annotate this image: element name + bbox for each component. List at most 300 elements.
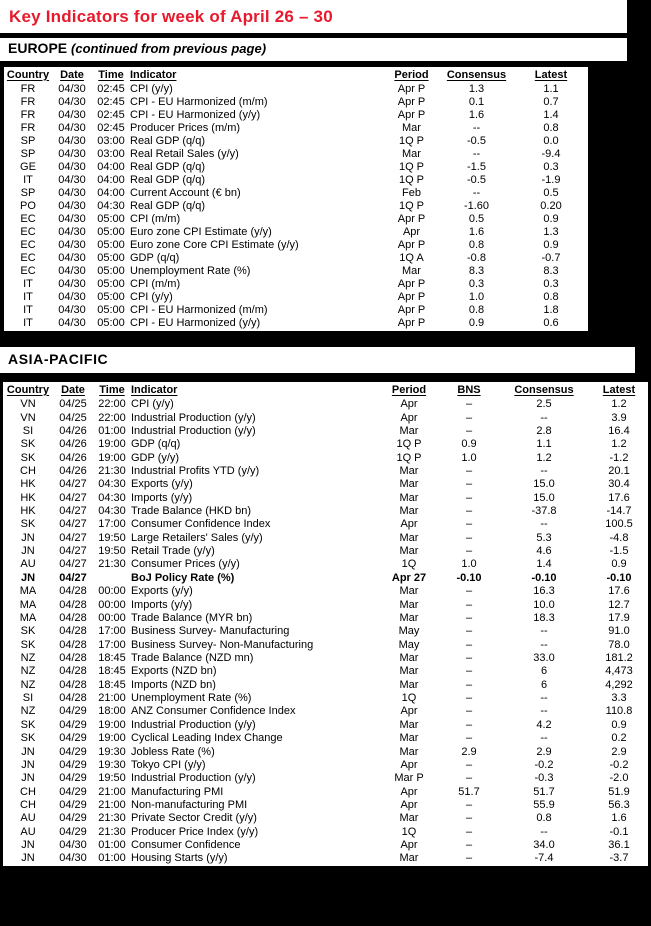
cell: Apr P	[397, 317, 426, 329]
cell: JN	[21, 545, 35, 558]
cell: 04/29	[59, 825, 87, 838]
cell: –	[465, 638, 473, 651]
cell: 04/30	[59, 839, 87, 852]
cell: 51.9	[608, 785, 630, 798]
cell: 04/28	[59, 625, 87, 638]
cell: SK	[20, 625, 36, 638]
cell: -0.7	[541, 252, 561, 264]
table-row	[3, 652, 648, 665]
column-header-consensus: Consensus	[446, 68, 507, 81]
cell: Mar	[402, 122, 421, 134]
cell: –	[465, 812, 473, 825]
cell: CPI - EU Harmonized (m/m)	[130, 304, 268, 316]
cell: 04:00	[97, 161, 125, 173]
cell: 04/30	[58, 278, 86, 290]
cell: 110.8	[605, 705, 633, 718]
cell: IT	[23, 291, 33, 303]
cell: 51.7	[533, 785, 555, 798]
cell: 04/26	[59, 464, 87, 477]
cell: 04/27	[59, 478, 87, 491]
cell: Trade Balance (HKD bn)	[131, 505, 252, 518]
cell: 04/28	[59, 692, 87, 705]
cell: Consumer Confidence Index	[131, 518, 271, 531]
cell: 02:45	[97, 96, 125, 108]
cell: FR	[20, 109, 36, 121]
cell: 10.0	[533, 598, 555, 611]
cell: –	[465, 545, 473, 558]
cell: 0.2	[611, 732, 627, 745]
column-header-bns: BNS	[457, 383, 481, 396]
cell: 1.6	[468, 109, 485, 121]
cell: 0.5	[543, 187, 559, 199]
cell: JN	[21, 745, 35, 758]
cell: 4.6	[536, 545, 552, 558]
table-row	[3, 411, 648, 424]
cell: Unemployment Rate (%)	[131, 692, 252, 705]
cell: -1.5	[467, 161, 486, 173]
cell: -1.60	[463, 200, 490, 212]
cell: 04/30	[58, 252, 86, 264]
table-row	[3, 772, 648, 785]
cell: –	[465, 678, 473, 691]
cell: 05:00	[97, 317, 125, 329]
cell: 1.0	[461, 451, 477, 464]
table-row	[3, 558, 648, 571]
cell: 21:00	[98, 798, 126, 811]
cell: -1.9	[541, 174, 561, 186]
cell: 15.0	[533, 478, 555, 491]
cell: –	[465, 758, 473, 771]
cell: -1.5	[609, 545, 629, 558]
column-header-time: Time	[98, 68, 124, 81]
asia-pacific-heading: ASIA-PACIFIC	[8, 351, 109, 367]
cell: 1.8	[543, 304, 559, 316]
column-header-period: Period	[391, 383, 427, 396]
table-row	[4, 252, 588, 265]
cell: AU	[20, 825, 36, 838]
table-row	[3, 785, 648, 798]
cell: 1Q A	[399, 252, 424, 264]
cell: -0.2	[609, 758, 629, 771]
cell: 04/27	[59, 571, 87, 584]
column-header-country: Country	[6, 383, 50, 396]
cell: 1.0	[468, 291, 485, 303]
asia-pacific-table-body	[3, 398, 648, 866]
cell: –	[465, 692, 473, 705]
cell: Mar	[399, 732, 419, 745]
cell: –	[465, 718, 473, 731]
cell: CH	[20, 785, 36, 798]
cell: Mar	[399, 545, 419, 558]
cell: Mar	[399, 424, 419, 437]
cell: -0.3	[534, 772, 554, 785]
cell: 21:30	[98, 825, 126, 838]
cell: IT	[23, 278, 33, 290]
cell: 0.9	[543, 213, 559, 225]
table-row	[4, 278, 588, 291]
cell: Trade Balance (MYR bn)	[131, 611, 253, 624]
cell: CPI - EU Harmonized (y/y)	[130, 109, 261, 121]
table-row	[4, 213, 588, 226]
cell: –	[465, 478, 473, 491]
cell: 12.7	[608, 598, 630, 611]
cell: SP	[20, 148, 36, 160]
cell: Apr P	[397, 278, 426, 290]
cell: -0.5	[467, 174, 486, 186]
cell: 04:30	[98, 478, 126, 491]
cell: 04/28	[59, 598, 87, 611]
cell: 02:45	[97, 109, 125, 121]
cell: GDP (q/q)	[131, 438, 181, 451]
cell: PO	[20, 200, 36, 212]
cell: Mar	[399, 718, 419, 731]
table-row	[3, 732, 648, 745]
cell: Producer Prices (m/m)	[130, 122, 241, 134]
cell: Business Survey- Non-Manufacturing	[131, 638, 314, 651]
cell: Real GDP (q/q)	[130, 161, 205, 173]
cell: Housing Starts (y/y)	[131, 852, 228, 865]
column-header-indicator: Indicator	[130, 68, 177, 81]
cell: NZ	[20, 665, 36, 678]
cell: 1Q	[401, 825, 417, 838]
cell: SK	[20, 732, 36, 745]
table-row	[4, 83, 588, 96]
cell: Apr P	[397, 304, 426, 316]
cell: 100.5	[605, 518, 633, 531]
cell: –	[465, 825, 473, 838]
table-row	[4, 109, 588, 122]
cell: -4.8	[609, 531, 629, 544]
cell: 1Q P	[398, 174, 425, 186]
column-header-consensus: Consensus	[514, 383, 574, 396]
cell: –	[465, 625, 473, 638]
table-row	[4, 291, 588, 304]
cell: Jobless Rate (%)	[131, 745, 215, 758]
cell: Private Sector Credit (y/y)	[131, 812, 257, 825]
cell: 0.8	[536, 812, 552, 825]
cell: -37.8	[531, 505, 557, 518]
table-row	[3, 638, 648, 651]
table-row	[3, 478, 648, 491]
cell: 04:30	[97, 200, 125, 212]
cell: 0.8	[468, 239, 485, 251]
cell: CPI (y/y)	[130, 291, 173, 303]
cell: 04/27	[59, 531, 87, 544]
cell: 04/30	[58, 83, 86, 95]
cell: -14.7	[606, 505, 632, 518]
cell: Mar	[402, 148, 421, 160]
table-row	[4, 148, 588, 161]
cell: CPI - EU Harmonized (m/m)	[130, 96, 268, 108]
cell: Imports (y/y)	[131, 598, 193, 611]
cell: CPI (y/y)	[131, 398, 174, 411]
cell: Exports (y/y)	[131, 585, 193, 598]
cell: 04/28	[59, 638, 87, 651]
cell: --	[472, 187, 481, 199]
cell: SI	[22, 692, 34, 705]
cell: MA	[19, 598, 37, 611]
asia-pacific-table-header	[3, 382, 648, 398]
cell: 18:45	[98, 652, 126, 664]
table-row	[4, 200, 588, 213]
cell: 05:00	[97, 226, 125, 238]
cell: 04/26	[59, 451, 87, 464]
cell: --	[540, 705, 548, 718]
cell: 2.9	[461, 745, 477, 758]
cell: –	[465, 772, 473, 785]
cell: 04/28	[59, 611, 87, 624]
cell: 56.3	[608, 798, 630, 811]
cell: –	[465, 424, 473, 437]
cell: 0.9	[611, 558, 627, 571]
cell: EC	[20, 252, 36, 264]
cell: 05:00	[97, 278, 125, 290]
cell: 8.3	[468, 265, 485, 277]
cell: -0.10	[456, 571, 482, 584]
cell: 19:00	[98, 438, 126, 451]
cell: 0.9	[543, 239, 559, 251]
cell: Apr P	[397, 109, 426, 121]
cell: 04/30	[58, 161, 86, 173]
cell: JN	[21, 852, 35, 865]
title-bar	[0, 0, 627, 33]
cell: -9.4	[541, 148, 561, 160]
cell: Apr P	[397, 239, 426, 251]
cell: 19:50	[98, 531, 126, 544]
cell: 0.9	[461, 438, 477, 451]
table-row	[3, 852, 648, 865]
cell: 3.3	[611, 692, 627, 705]
cell: 21:00	[98, 785, 126, 798]
cell: Apr P	[397, 291, 426, 303]
cell: BoJ Policy Rate (%)	[131, 571, 235, 584]
cell: Euro zone Core CPI Estimate (y/y)	[130, 239, 299, 251]
cell: 4.2	[536, 718, 552, 731]
cell: 04/28	[59, 652, 87, 664]
table-row	[3, 705, 648, 718]
cell: 1Q P	[398, 200, 425, 212]
table-row	[3, 425, 648, 438]
cell: 1.1	[536, 438, 552, 451]
cell: Apr	[400, 518, 418, 531]
cell: HK	[20, 505, 36, 518]
cell: 3.9	[611, 411, 627, 424]
cell: 0.6	[543, 317, 559, 329]
europe-heading	[8, 40, 266, 56]
cell: 05:00	[97, 304, 125, 316]
table-row	[3, 505, 648, 518]
cell: 19:00	[98, 718, 126, 731]
cell: 04/27	[59, 505, 87, 518]
cell: –	[465, 531, 473, 544]
cell: 0.8	[543, 291, 559, 303]
cell: 19:50	[98, 772, 126, 785]
cell: 0.7	[543, 96, 559, 108]
cell: 04/30	[58, 122, 86, 134]
cell: GDP (y/y)	[131, 451, 180, 464]
cell: –	[465, 839, 473, 852]
cell: 19:50	[98, 545, 126, 558]
cell: JN	[21, 531, 35, 544]
cell: 1.2	[536, 451, 552, 464]
cell: 5.3	[536, 531, 552, 544]
table-row	[3, 545, 648, 558]
cell: VN	[20, 411, 36, 424]
cell: 01:00	[98, 424, 126, 437]
cell: 04/29	[59, 785, 87, 798]
cell: 36.1	[608, 839, 630, 852]
cell: –	[465, 611, 473, 624]
table-row	[3, 679, 648, 692]
table-row	[4, 161, 588, 174]
table-row	[3, 518, 648, 531]
cell: IT	[23, 304, 33, 316]
cell: 04/30	[58, 200, 86, 212]
cell: 04/29	[59, 772, 87, 785]
cell: SP	[20, 187, 36, 199]
cell: 55.9	[533, 798, 555, 811]
cell: 02:45	[97, 122, 125, 134]
cell: 19:30	[98, 758, 126, 771]
table-row	[3, 598, 648, 611]
table-row	[3, 438, 648, 451]
cell: Trade Balance (NZD mn)	[131, 652, 254, 664]
cell: CH	[20, 464, 36, 477]
cell: --	[540, 638, 548, 651]
cell: –	[465, 798, 473, 811]
cell: Mar	[399, 745, 419, 758]
cell: 2.5	[536, 398, 552, 411]
cell: MA	[19, 585, 37, 598]
cell: EC	[20, 239, 36, 251]
cell: 1.2	[611, 438, 627, 451]
cell: -1.2	[609, 451, 629, 464]
cell: Mar	[399, 611, 419, 624]
cell: Apr	[400, 758, 418, 771]
cell: Non-manufacturing PMI	[131, 798, 248, 811]
cell: 21:00	[98, 692, 126, 705]
cell: CH	[20, 798, 36, 811]
cell: SK	[20, 638, 36, 651]
cell: 17.9	[608, 611, 630, 624]
cell: –	[465, 652, 473, 664]
cell: 04/30	[58, 148, 86, 160]
cell: Industrial Profits YTD (y/y)	[131, 464, 260, 477]
column-header-date: Date	[60, 68, 84, 81]
cell: 18:45	[98, 678, 126, 691]
cell: –	[465, 411, 473, 424]
cell: Mar	[399, 531, 419, 544]
cell: Manufacturing PMI	[131, 785, 224, 798]
cell: EC	[20, 213, 36, 225]
cell: Tokyo CPI (y/y)	[131, 758, 206, 771]
cell: 1.6	[611, 812, 627, 825]
cell: –	[465, 518, 473, 531]
cell: 0.1	[468, 96, 485, 108]
cell: SK	[20, 451, 36, 464]
table-row	[4, 226, 588, 239]
cell: -0.5	[467, 135, 486, 147]
cell: 01:00	[98, 852, 126, 865]
cell: NZ	[20, 652, 36, 664]
cell: –	[465, 852, 473, 865]
cell: 2.8	[536, 424, 552, 437]
cell: 05:00	[97, 239, 125, 251]
cell: Mar	[399, 852, 419, 865]
cell: 04/29	[59, 718, 87, 731]
cell: Mar	[399, 678, 419, 691]
cell: 6	[540, 678, 548, 691]
cell: 04/30	[58, 187, 86, 199]
cell: –	[465, 732, 473, 745]
table-row	[3, 692, 648, 705]
table-row	[4, 239, 588, 252]
cell: Feb	[402, 187, 421, 199]
cell: Apr	[400, 839, 418, 852]
cell: 01:00	[98, 839, 126, 852]
cell: 1Q	[401, 558, 417, 571]
cell: 02:45	[97, 83, 125, 95]
cell: 0.8	[468, 304, 485, 316]
cell: CPI (m/m)	[130, 278, 181, 290]
asia-pacific-table	[3, 382, 648, 866]
cell: Mar	[399, 665, 419, 678]
cell: SI	[22, 424, 34, 437]
cell: 0.3	[543, 278, 559, 290]
cell: 0.3	[543, 161, 559, 173]
cell: –	[465, 491, 473, 504]
cell: -0.10	[606, 571, 632, 584]
cell: 17.6	[608, 491, 630, 504]
cell: --	[540, 732, 548, 745]
cell: Imports (NZD bn)	[131, 678, 216, 691]
table-row	[4, 187, 588, 200]
cell: Real GDP (q/q)	[130, 200, 205, 212]
cell: –	[465, 398, 473, 411]
cell: 18:45	[98, 665, 126, 678]
cell: 04/25	[59, 398, 87, 411]
cell: --	[540, 464, 548, 477]
cell: 05:00	[97, 252, 125, 264]
cell: IT	[23, 174, 33, 186]
cell: 04/29	[59, 798, 87, 811]
cell: -2.0	[609, 772, 629, 785]
cell: 00:00	[98, 585, 126, 598]
cell: 04/25	[59, 411, 87, 424]
cell: 1Q P	[398, 161, 425, 173]
cell: Apr	[400, 798, 418, 811]
cell: 16.3	[533, 585, 555, 598]
cell: 04/30	[58, 213, 86, 225]
cell: 00:00	[98, 598, 126, 611]
cell: FR	[20, 122, 36, 134]
cell: 21:30	[98, 558, 126, 571]
table-row	[3, 759, 648, 772]
cell: 0.20	[540, 200, 562, 212]
cell: Industrial Production (y/y)	[131, 424, 256, 437]
cell: SP	[20, 135, 36, 147]
cell: 03:00	[97, 148, 125, 160]
cell: 1Q	[401, 692, 417, 705]
cell: 78.0	[608, 638, 630, 651]
cell: Industrial Production (y/y)	[131, 772, 256, 785]
column-header-date: Date	[61, 383, 85, 396]
europe-table-body	[4, 83, 588, 330]
table-row	[4, 122, 588, 135]
cell: Mar P	[394, 772, 424, 785]
cell: Mar	[399, 478, 419, 491]
cell: 1.1	[543, 83, 559, 95]
